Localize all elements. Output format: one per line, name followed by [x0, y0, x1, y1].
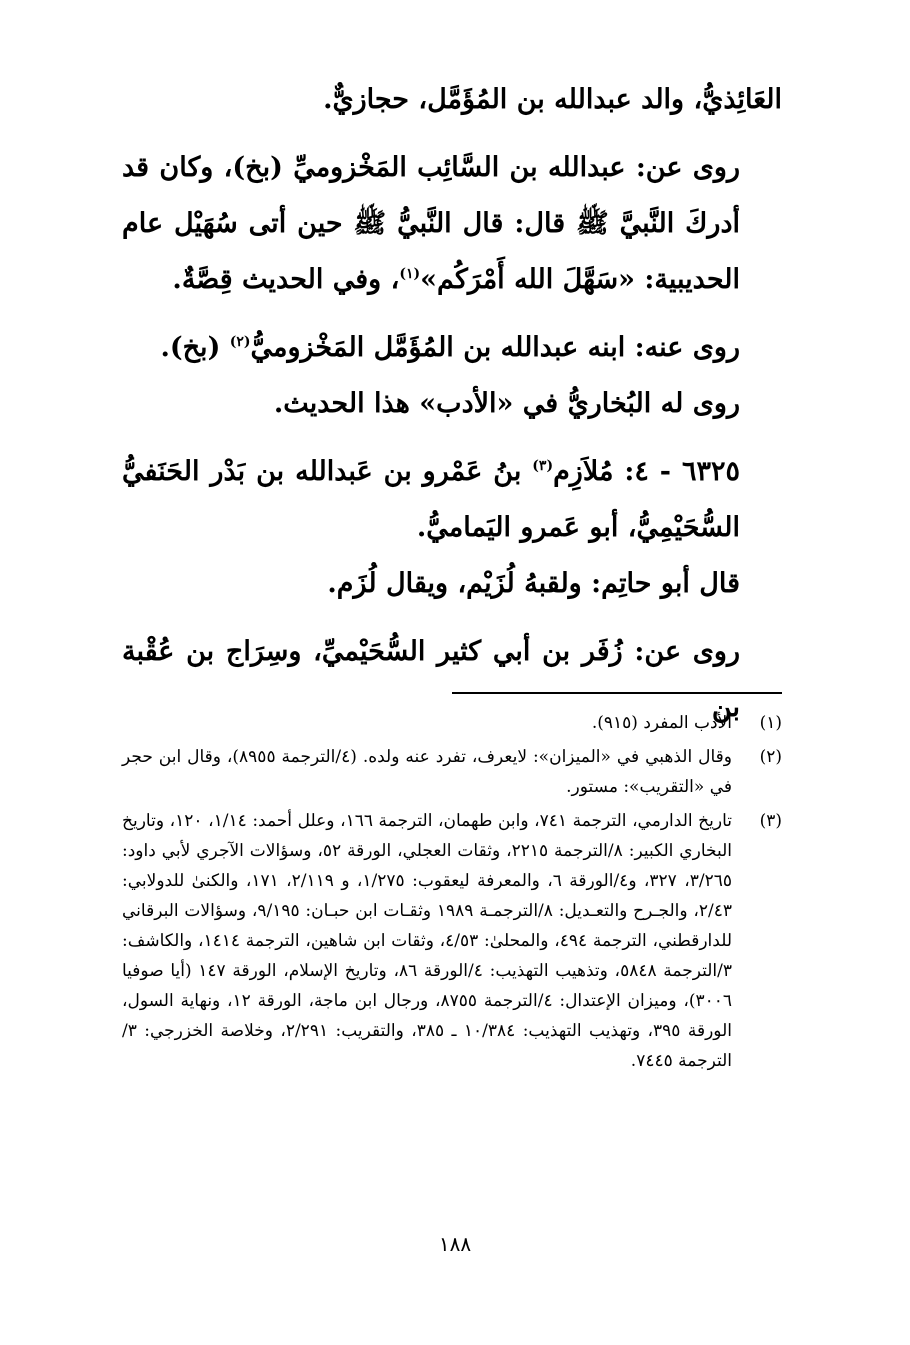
footnote-number: (٢) — [759, 747, 782, 767]
footnote-ref-3: (٣) — [532, 458, 554, 474]
paragraph-1: العَائِذيُّ، والد عبدالله بن المُؤَمَّل، حجازيٌّ. — [323, 84, 782, 115]
text-segment: روى عن: عبدالله بن السَّائِب المَخْزوميِّ (بخ)، وكان قد أدركَ النَّبيَّ ﷺ قال: قال النَّبيُّ ﷺ حين أتى سُهَيْل عام الحديبية: «سَهَّلَ الله أَمْرَكُم» — [122, 152, 740, 295]
paragraph-6: روى عن: زُفَر بن أبي كثير السُّحَيْميِّ، وسِرَاج بن عُقْبة بن — [122, 636, 740, 723]
text-segment: ، وفي الحديث قِصَّةٌ. — [172, 264, 400, 295]
footnote-text: وقال الذهبي في «الميزان»: لايعرف، تفرد عنه ولده. (٤/الترجمة ٨٩٥٥)، وقال ابن حجر في «التقريب»: مستور. — [122, 747, 732, 797]
footnote-text: الأدب المفرد (٩١٥). — [591, 713, 732, 733]
footnote-number: (٣) — [759, 811, 782, 831]
text-segment: بنُ عَمْرو بن عَبدالله بن بَدْر الحَنَفيُّ السُّحَيْمِيُّ، أبو عَمرو اليَماميُّ. — [122, 456, 740, 543]
footnote-text: تاريخ الدارمي، الترجمة ٧٤١، وابن طهمان، الترجمة ١٦٦، وعلل أحمد: ١/١٤، ١٢٠، وتاريخ البخاري الكبير: ٨/الترجمة ٢٢١٥، وثقات العجلي، الورقة ٥٢، وسؤالات الآجري لأبي داود: ٣/٢٦٥، ٣٢٧، و٤/الورقة ٦، والمعرفة ليعقوب: ١/٢٧٥، و ٢/١١٩، ١٧١، والكنىٰ للدولابي: ٢/٤٣، والجـرح والتعـديل: ٨/الترجمـة ١٩٨٩ وثقـات ابن حبـان: ٩/١٩٥، وسؤالات البرقاني للدارقطني، الترجمة ٤٩٤، والمحلىٰ: ٤/٥٣، وثقات ابن شاهين، الترجمة ١٤١٤، والكاشف: ٣/الترجمة ٥٨٤٨، وتذهيب التهذيب: ٤/الورقة ٨٦، وتاريخ الإسلام، الورقة ١٤٧ (أيا صوفيا ٣٠٠٦)، وميزان الإعتدال: ٤/الترجمة ٨٧٥٥، ورجال ابن ماجة، الورقة ١٢، ونهاية السول، الورقة ٣٩٥، وتهذيب التهذيب: ١٠/٣٨٤ ـ ٣٨٥، والتقريب: ٢/٢٩١، وخلاصة الخزرجي: ٣/الترجمة ٧٤٤٥. — [122, 811, 733, 1071]
paragraph-4: روى له البُخاريُّ في «الأدب» هذا الحديث. — [273, 388, 740, 419]
page-number: ١٨٨ — [438, 1232, 472, 1256]
footnote-3 — [122, 806, 782, 1076]
footnote-1 — [122, 708, 782, 738]
main-text — [122, 72, 782, 736]
footnote-ref-1: (١) — [399, 266, 421, 282]
footnote-ref-2: (٢) — [229, 334, 251, 350]
text-segment: (بخ). — [160, 332, 230, 363]
text-segment: ٦٣٢٥ - ٤: مُلاَزِم — [553, 456, 740, 487]
paragraph-2 — [122, 140, 782, 308]
footnote-divider — [452, 692, 782, 694]
footnotes — [122, 708, 782, 1080]
paragraph-5: قال أبو حاتِم: ولقبهُ لُزَيْم، ويقال لُزَم. — [327, 568, 740, 599]
text-segment: روى عنه: ابنه عبدالله بن المُؤَمَّل المَخْزوميُّ — [250, 332, 740, 363]
paragraph-3 — [122, 320, 782, 376]
footnote-2 — [122, 742, 782, 802]
footnote-number: (١) — [759, 713, 782, 733]
entry-heading — [122, 444, 782, 556]
